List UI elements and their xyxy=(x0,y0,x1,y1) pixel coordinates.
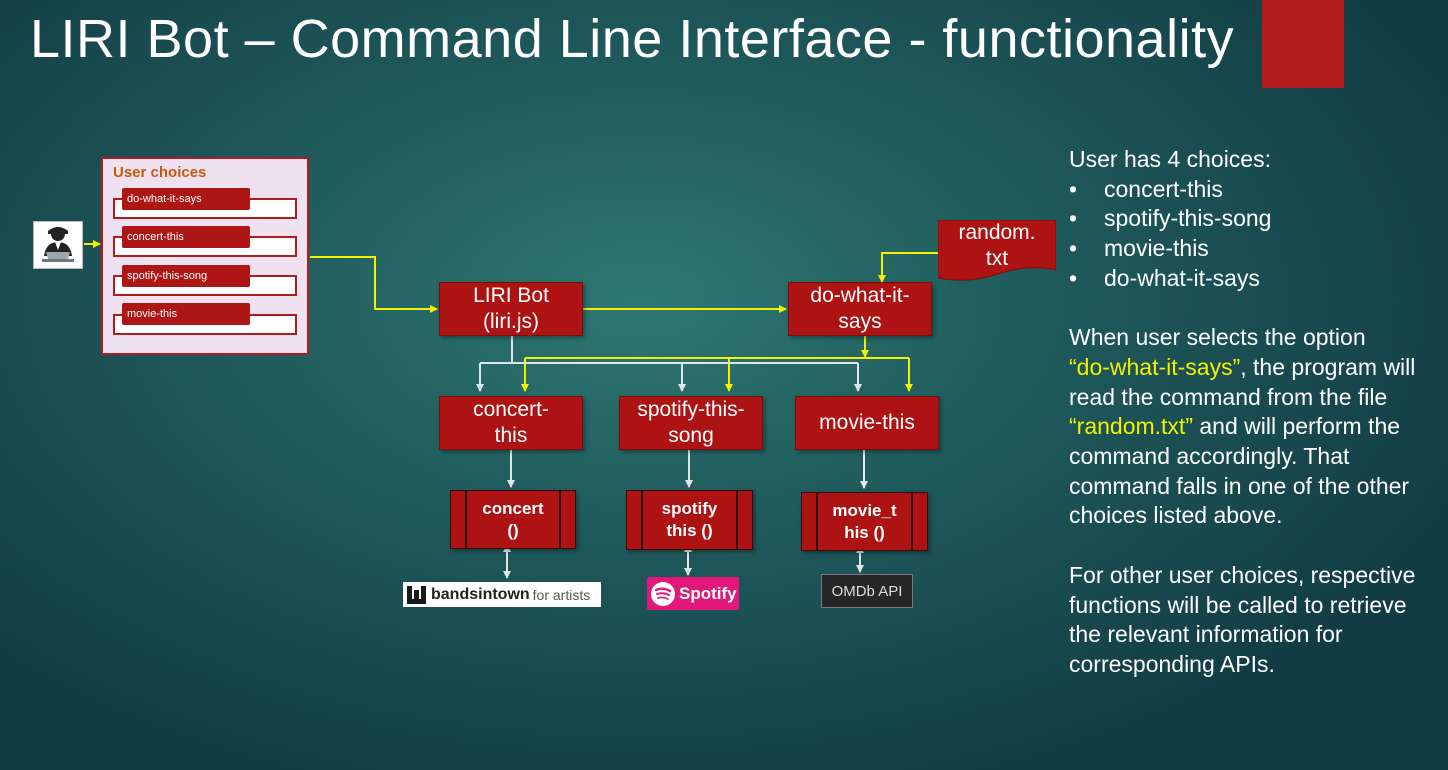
bandsintown-logo xyxy=(403,582,601,607)
list-item: • spotify-this-song xyxy=(1069,204,1439,234)
choice-movie-this: movie-this xyxy=(122,303,250,325)
arrow-choices-to-liri xyxy=(310,257,437,309)
choice-spotify-this-song: spotify-this-song xyxy=(122,265,250,287)
spotify-this-song-label: spotify-this- song xyxy=(637,398,745,447)
concert-function-label: concert () xyxy=(482,498,544,540)
bandsintown-name: bandsintown xyxy=(431,585,530,603)
description-panel xyxy=(1069,145,1439,680)
choices-intro: User has 4 choices: xyxy=(1069,146,1271,172)
movie-function-box xyxy=(801,492,928,551)
do-what-explanation: When user selects the option “do-what-it-says”, the program will read the command from the file “random.txt” and will perform the command accordingly. That command falls in one of the other choices listed above. xyxy=(1069,324,1416,529)
user-choices-panel xyxy=(101,157,309,355)
do-what-it-says-label: do-what-it- says xyxy=(810,284,910,333)
movie-function-label: movie_t his () xyxy=(832,500,897,542)
random-txt-label: random. txt xyxy=(958,221,1036,270)
spotify-this-song-node xyxy=(619,396,763,450)
random-txt-file xyxy=(938,220,1056,284)
liri-bot-node xyxy=(439,282,583,336)
omdb-api-logo xyxy=(821,574,913,608)
omdb-name: OMDb API xyxy=(831,582,903,600)
bandsintown-suffix: for artists xyxy=(532,586,591,603)
user-icon-box xyxy=(33,221,83,269)
liri-bot-label: LIRI Bot (liri.js) xyxy=(473,284,549,333)
choice-do-what-it-says: do-what-it-says xyxy=(122,188,250,210)
choices-list xyxy=(1069,175,1439,294)
movie-this-label: movie-this xyxy=(819,411,915,434)
spotify-logo-icon xyxy=(650,581,676,607)
spotify-name: Spotify xyxy=(679,583,737,603)
bullet: • xyxy=(1069,264,1078,291)
do-what-it-says-node xyxy=(788,282,932,336)
slide-title: LIRI Bot – Command Line Interface - functionality xyxy=(30,9,1235,69)
list-item: • do-what-it-says xyxy=(1069,264,1439,294)
spotify-function-box xyxy=(626,490,753,550)
user-at-laptop-icon xyxy=(34,222,82,268)
bullet: • xyxy=(1069,175,1078,202)
spotify-function-label: spotify this () xyxy=(661,499,718,540)
list-item: • concert-this xyxy=(1069,175,1439,205)
arrow-random-to-dowhat xyxy=(882,253,938,282)
concert-this-label: concert- this xyxy=(473,398,549,447)
user-choices-heading: User choices xyxy=(113,164,207,181)
list-item: • movie-this xyxy=(1069,234,1439,264)
concert-this-node xyxy=(439,396,583,450)
concert-function-box xyxy=(450,490,576,549)
bandsintown-logo-icon xyxy=(407,586,427,604)
spotify-logo xyxy=(647,577,739,610)
movie-this-node xyxy=(795,396,939,450)
choice-concert-this: concert-this xyxy=(122,226,250,248)
other-choices-explanation: For other user choices, respective functions will be called to retrieve the relevant information for corresponding APIs. xyxy=(1069,561,1416,677)
bullet: • xyxy=(1069,235,1078,262)
bullet: • xyxy=(1069,205,1078,232)
